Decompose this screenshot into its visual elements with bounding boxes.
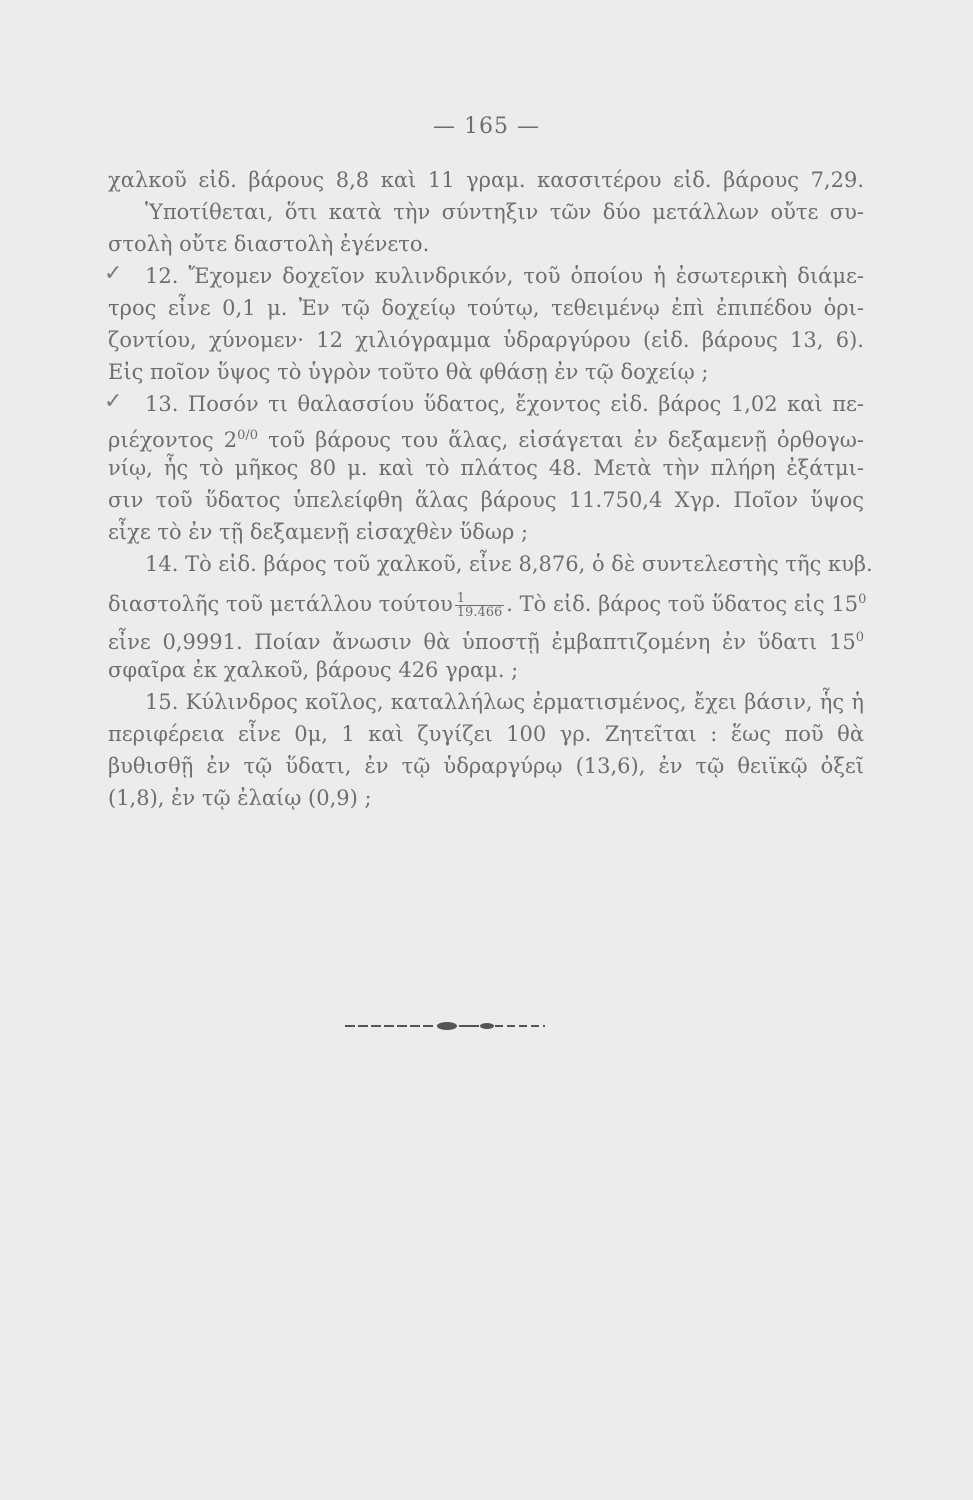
- percent-sign: 0/0: [237, 428, 258, 443]
- text-line: περιφέρεια εἶνε 0μ, 1 καὶ ζυγίζει 100 γρ. Ζητεῖται : ἕως ποῦ θὰ: [108, 722, 864, 746]
- text-line: σιν τοῦ ὕδατος ὑπελείφθη ἅλας βάρους 11.750,4 Χγρ. Ποῖον ὕψος: [108, 488, 864, 512]
- text-line: βυθισθῇ ἐν τῷ ὕδατι, ἐν τῷ ὑδραργύρῳ (13,6), ἐν τῷ θειϊκῷ ὀξεῖ: [108, 754, 864, 778]
- text-line: [108, 421, 864, 455]
- text-line: 12. Ἔχομεν δοχεῖον κυλινδρικόν, τοῦ ὁποίου ἡ ἐσωτερικὴ διάμε-: [145, 264, 864, 288]
- text-fragment: διαστολῆς τοῦ μετάλλου τούτου: [108, 592, 453, 616]
- fraction: [455, 592, 505, 619]
- text-line: 15. Κύλινδρος κοῖλος, καταλλήλως ἐρματισμένος, ἔχει βάσιν, ἧς ἡ: [145, 690, 864, 714]
- text-line: [108, 585, 867, 620]
- text-line: σφαῖρα ἐκ χαλκοῦ, βάρους 426 γραμ. ;: [108, 658, 519, 682]
- text-line: Ὑποτίθεται, ὅτι κατὰ τὴν σύντηξιν τῶν δύο μετάλλων οὔτε συ-: [145, 200, 864, 224]
- text-line: Εἰς ποῖον ὕψος τὸ ὑγρὸν τοῦτο θὰ φθάσῃ ἐν τῷ δοχείῳ ;: [108, 360, 709, 384]
- text-fragment: . Τὸ εἰδ. βάρος τοῦ ὕδατος εἰς 15: [506, 592, 859, 616]
- degree-sign: 0: [858, 592, 867, 607]
- text-line: τρος εἶνε 0,1 μ. Ἐν τῷ δοχείῳ τούτῳ, τεθειμένῳ ἐπὶ ἐπιπέδου ὁρι-: [108, 296, 864, 320]
- text-line: 13. Ποσόν τι θαλασσίου ὕδατος, ἔχοντος εἰδ. βάρος 1,02 καὶ πε-: [145, 392, 864, 416]
- check-mark-icon: ✓: [104, 261, 123, 286]
- page-number: — 165 —: [433, 114, 540, 139]
- text-line: ζοντίου, χύνομεν· 12 χιλιόγραμμα ὑδραργύρου (εἰδ. βάρους 13, 6).: [108, 328, 864, 352]
- text-line: εἶχε τὸ ἐν τῇ δεξαμενῇ εἰσαχθὲν ὕδωρ ;: [108, 520, 529, 544]
- text-line: (1,8), ἐν τῷ ἐλαίῳ (0,9) ;: [108, 786, 372, 810]
- fraction-denominator: 19.466: [456, 605, 503, 620]
- fraction-numerator: 1: [455, 592, 505, 606]
- check-mark-icon: ✓: [104, 389, 123, 414]
- text-fragment: εἶνε 0,9991. Ποίαν ἄνωσιν θὰ ὑποστῇ ἐμβαπτιζομένη ἐν ὕδατι 15: [108, 630, 856, 654]
- degree-sign: 0: [855, 630, 864, 645]
- ornament-rule: [345, 1020, 565, 1032]
- text-line: [108, 623, 864, 657]
- text-line: στολὴ οὔτε διαστολὴ ἐγένετο.: [108, 232, 430, 256]
- text-line: χαλκοῦ εἰδ. βάρους 8,8 καὶ 11 γραμ. κασσιτέρου εἰδ. βάρους 7,29.: [108, 168, 864, 192]
- text-fragment: ριέχοντος 2: [108, 428, 238, 452]
- text-line: νίῳ, ἧς τὸ μῆκος 80 μ. καὶ τὸ πλάτος 48. Μετὰ τὴν πλήρη ἐξάτμι-: [108, 456, 864, 480]
- text-fragment: τοῦ βάρους του ἅλας, εἰσάγεται ἐν δεξαμενῇ ὀρθογω-: [257, 428, 864, 452]
- text-line: 14. Τὸ εἰδ. βάρος τοῦ χαλκοῦ, εἶνε 8,876, ὁ δὲ συντελεστὴς τῆς κυβ.: [145, 552, 873, 576]
